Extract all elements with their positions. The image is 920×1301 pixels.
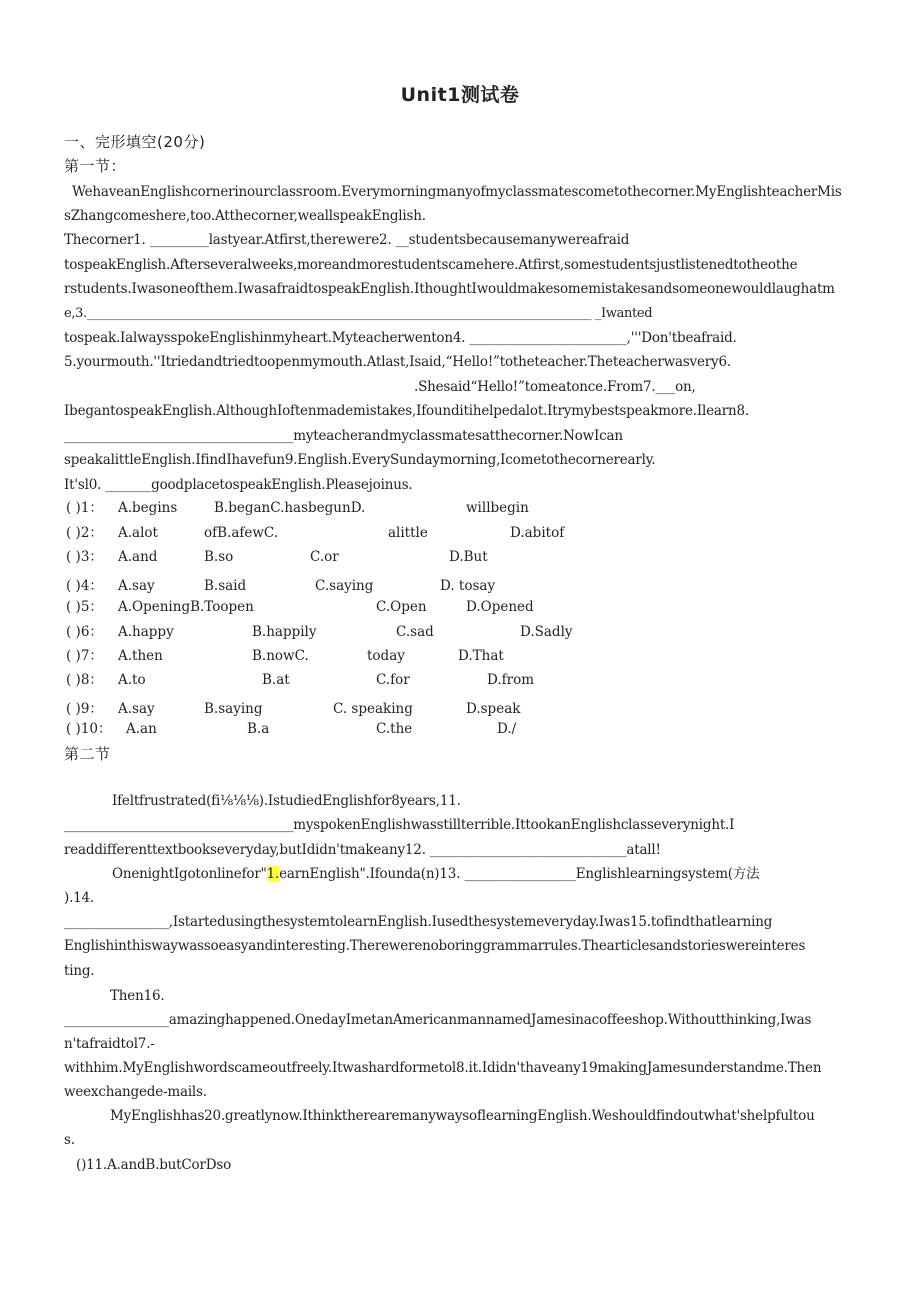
- option-b: B.a: [247, 721, 270, 737]
- passage-line: tospeak.IalwaysspokeEnglishinmyheart.Myteacherwenton4. ________________________,'''Don'tbeafraid.: [64, 330, 737, 346]
- page-title: Unit1测试卷: [400, 84, 520, 106]
- question-number: ( )5：: [66, 599, 103, 615]
- option-a: A.then: [118, 648, 163, 664]
- passage-line: WehaveanEnglishcornerinourclassroom.Everymorningmanyofmyclassmatescometothecorner.MyEnglishteacherMis: [72, 184, 842, 200]
- part-two-heading: 第二节: [64, 745, 111, 763]
- passage-line: [112, 865, 759, 883]
- option-d: D.from: [487, 672, 535, 688]
- passage-line: tospeakEnglish.Afterseveralweeks,moreandmorestudentscamehere.Atfirst,somestudentsjustlistenedtotheothe: [64, 257, 798, 273]
- option-c: C.Open: [376, 599, 427, 615]
- passage-line: s.: [64, 1132, 75, 1148]
- option-a: A.alot: [118, 525, 158, 541]
- option-a: A.say: [118, 701, 155, 717]
- passage-line: .Shesaid“Hello!”tomeatonce.From7.___on,: [414, 379, 696, 395]
- option-b: B.at: [262, 672, 290, 688]
- passage-line: ting.: [64, 963, 95, 979]
- passage-line: Ifeltfrustrated(fi⅛⅛⅛).IstudiedEnglishfor8years,11.: [112, 793, 461, 809]
- passage-line: rstudents.Iwasoneofthem.IwasafraidtospeakEnglish.IthoughtIwouldmakesomemistakesandsomeonewouldlaughatm: [64, 281, 835, 297]
- option-c: C.the: [376, 721, 413, 737]
- question-number: ( )3：: [66, 549, 103, 565]
- option-d: D.Sadly: [520, 624, 573, 640]
- option-d: D.speak: [466, 701, 521, 717]
- question-row: ()11.A.andB.butCorDso: [76, 1157, 231, 1173]
- option-a: A.an: [126, 721, 157, 737]
- passage-line: 5.yourmouth.''Itriedandtriedtoopenmymouth.Atlast,Isaid,“Hello!”totheteacher.Theteacherwasvery6.: [64, 354, 731, 370]
- passage-line: It'sl0. _______goodplacetospeakEnglish.Pleasejoinus.: [64, 477, 413, 493]
- passage-line: sZhangcomeshere,too.Atthecorner,weallspeakEnglish.: [64, 208, 426, 224]
- option-d: D.But: [449, 549, 488, 565]
- passage-line: withhim.MyEnglishwordscameoutfreely.Itwashardformetol8.it.Ididn'thaveany19makingJamesunderstandme.Then: [64, 1060, 822, 1076]
- option-a: A.and: [118, 549, 158, 565]
- option-c: C. speaking: [333, 701, 413, 717]
- question-number: ( )2：: [66, 525, 103, 541]
- question-number: ( )1：: [66, 500, 103, 516]
- passage-line: ________________,IstartedusingthesystemtolearnEnglish.Iusedthesystemeveryday.Iwas15.tofindthatlearning: [64, 914, 773, 930]
- option-d: D.Opened: [466, 599, 534, 615]
- part-one-heading: 第一节：: [64, 157, 127, 175]
- passage-line: IbegantospeakEnglish.AlthoughIoftenmademistakes,Ifounditihelpedalot.Itrymybestspeakmore.Ilearn8.: [64, 403, 749, 419]
- question-number: ( )4：: [66, 578, 103, 594]
- passage-line: ).14.: [64, 890, 95, 906]
- option-b: ofB.afewC.: [204, 525, 279, 541]
- passage-text: earnEnglish".Ifounda(n)13. _________________Englishlearningsystem(方法: [279, 866, 760, 882]
- option-a: A.begins: [118, 500, 178, 516]
- question-number: ( )6：: [66, 624, 103, 640]
- option-c: alittle: [388, 525, 428, 541]
- question-number: ( )10：: [66, 721, 112, 737]
- passage-line: n'tafraidtol7.-: [64, 1036, 155, 1052]
- passage-line: ________________amazinghappened.OnedayImetanAmericanmannamedJamesinacoffeeshop.Withoutthinking,Iwas: [64, 1012, 812, 1028]
- option-d: D.abitof: [510, 525, 565, 541]
- question-number: ( )8：: [66, 672, 103, 688]
- section-heading: 一、完形填空(20分): [64, 133, 206, 151]
- passage-text: OnenightIgotonlinefor": [112, 866, 267, 882]
- highlighted-text: 1.: [266, 866, 280, 882]
- option-b: B.said: [204, 578, 247, 594]
- passage-line: readdifferenttextbookseveryday,butIdidn'tmakeany12. ______________________________atall!: [64, 842, 661, 858]
- option-a: A.say: [118, 578, 155, 594]
- option-d: D. tosay: [440, 578, 496, 594]
- passage-line: Then16.: [110, 988, 165, 1004]
- option-b: B.nowC.: [252, 648, 309, 664]
- option-b: B.beganC.hasbegunD.: [214, 500, 366, 516]
- option-b: B.saying: [204, 701, 263, 717]
- passage-line: MyEnglishhas20.greatlynow.IthinktherearemanywaysoflearningEnglish.Weshouldfindoutwhat'shelpfultou: [110, 1108, 815, 1124]
- passage-line: ___________________________________myspokenEnglishwasstillterrible.IttookanEnglishclasseverynight.I: [64, 817, 735, 833]
- passage-line: Englishinthiswaywassoeasyandinteresting.Therewerenoboringgrammarrules.Thearticlesandstorieswereinteres: [64, 938, 806, 954]
- option-c: C.sad: [396, 624, 434, 640]
- option-b: B.so: [204, 549, 234, 565]
- option-c: C.for: [376, 672, 410, 688]
- option-a: A.to: [118, 672, 146, 688]
- option-a: A.happy: [118, 624, 174, 640]
- question-number: ( )7：: [66, 648, 103, 664]
- option-b: B.happily: [252, 624, 317, 640]
- option-c: today: [367, 648, 405, 664]
- option-c: C.or: [310, 549, 339, 565]
- option-d: D.That: [458, 648, 504, 664]
- passage-line: Thecorner1. _________lastyear.Atfirst,therewere2. __studentsbecausemanywereafraid: [64, 232, 630, 248]
- passage-line: weexchangede-mails.: [64, 1084, 207, 1100]
- question-number: ( )9：: [66, 701, 103, 717]
- passage-line: speakalittleEnglish.IfindIhavefun9.English.EverySundaymorning,Icometothecornerearly.: [64, 452, 656, 468]
- option-a: A.OpeningB.Toopen: [118, 599, 254, 615]
- option-c: C.saying: [315, 578, 374, 594]
- passage-line: e,3.__________________________________________________________________________________ _Iwanted: [64, 306, 653, 321]
- option-d: D./: [497, 721, 517, 737]
- option-d: willbegin: [466, 500, 529, 516]
- passage-line: ___________________________________myteacherandmyclassmatesatthecorner.NowIcan: [64, 428, 623, 444]
